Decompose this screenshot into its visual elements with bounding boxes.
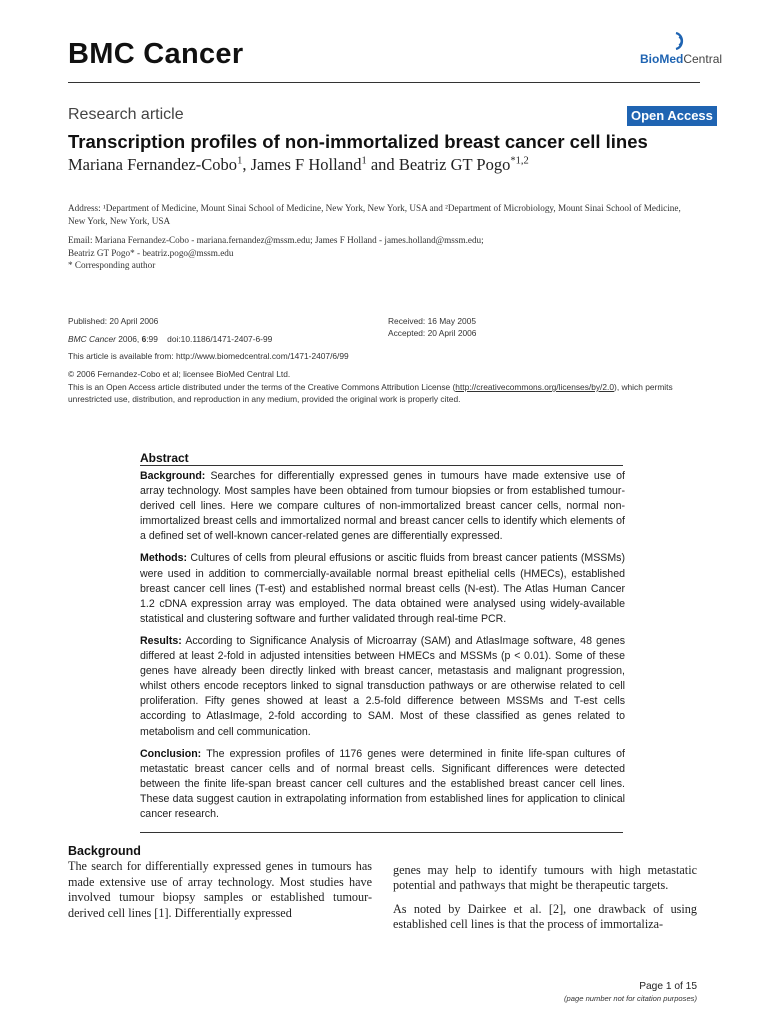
article-title: Transcription profiles of non-immortalized breast cancer cell lines bbox=[68, 131, 648, 152]
email-line: Beatriz GT Pogo* - beatriz.pogo@mssm.edu bbox=[68, 247, 234, 258]
author-affiliation: *1,2 bbox=[510, 155, 529, 167]
abstract-background bbox=[140, 469, 625, 544]
citation-line bbox=[68, 334, 272, 344]
header-divider bbox=[68, 82, 700, 83]
abstract-methods bbox=[140, 551, 625, 626]
accepted-date: Accepted: 20 April 2006 bbox=[388, 328, 477, 338]
license-pre: This is an Open Access article distributed under the terms of the Creative Commons Attribution License ( bbox=[68, 382, 456, 392]
abstract-bottom-rule bbox=[140, 832, 623, 833]
abstract-section-label: Results: bbox=[140, 634, 182, 647]
abstract-body bbox=[140, 469, 625, 829]
received-date: Received: 16 May 2005 bbox=[388, 316, 476, 326]
logo-biomed-text: BioMed bbox=[640, 52, 684, 66]
body-column-right bbox=[393, 863, 697, 933]
article-type: Research article bbox=[68, 106, 184, 123]
abstract-section-text: Cultures of cells from pleural effusions or ascitic fluids from breast cancer patients (MSSMs) were used in addition to commercially-available normal breast epithelial cells (HMECs), established breast cancer cell lines (T-est) and established normal breast cells (N-est). The Atlas Human Cancer 1.2 cDNA expression array was employed. The data obtained were analysed using widely-available statistical and clustering software and further validated through real-time PCR. bbox=[140, 552, 625, 625]
address-block: Address: ¹Department of Medicine, Mount Sinai School of Medicine, New York, New York, USA and ²Department of Microbiology, Mount Sinai School of Medicine, New York, New York, USA bbox=[68, 203, 681, 226]
citation-year: 2006, bbox=[115, 334, 142, 344]
abstract-section-text: Searches for differentially expressed genes in tumours have made extensive use of array technology. Most samples have been obtained from tumour biopsies or from established tumour-derived cell lines. Here we compare cultures of non-immortalized breast cancer cells, normal non-immortalized breast cells and immortalized normal and breast cancer cells to identify which elements of a defined set of well-known cancer-related genes are differentially expressed. bbox=[140, 470, 625, 543]
availability-url[interactable]: This article is available from: http://www.biomedcentral.com/1471-2407/6/99 bbox=[68, 351, 349, 361]
copyright-line: © 2006 Fernandez-Cobo et al; licensee BioMed Central Ltd. bbox=[68, 369, 291, 379]
abstract-section-label: Methods: bbox=[140, 552, 188, 565]
abstract-section-label: Conclusion: bbox=[140, 747, 202, 760]
biomed-central-logo bbox=[640, 30, 723, 70]
license-link[interactable]: http://creativecommons.org/licenses/by/2.0 bbox=[455, 382, 615, 392]
email-block bbox=[68, 234, 700, 259]
author-name: Beatriz GT Pogo bbox=[398, 155, 511, 174]
page-number: Page 1 of 15 bbox=[639, 981, 697, 992]
abstract-results bbox=[140, 634, 625, 740]
body-column-left bbox=[68, 844, 372, 921]
body-paragraph: The search for differentially expressed genes in tumours has made extensive use of array technology. Most studies have involved tumour biopsy samples or established tumour-derived cell lines [1]. Differentially expressed bbox=[68, 859, 372, 920]
abstract-conclusion bbox=[140, 747, 625, 822]
corresponding-author-note: * Corresponding author bbox=[68, 260, 156, 270]
author-name: James F Holland bbox=[250, 155, 362, 174]
abstract-section-text: According to Significance Analysis of Microarray (SAM) and AtlasImage software, 48 genes differed at least 2-fold in adjusted intensities between HMECs and MSSMs (p < 0.01). Some of these genes have already been directly linked with breast cancer, metastasis and malignant progression, whilst others encode receptors linked to signal transduction pathways or are otherwise related to cell proliferation. Fifty genes showed at least a 2.5-fold difference between MSSMs and T-est cells according to AtlasImage, 2-fold according to SAM. Most of these classified as genes related to metabolism and cell communication. bbox=[140, 634, 625, 738]
email-line: Email: Mariana Fernandez-Cobo - mariana.fernandez@mssm.edu; James F Holland - james.holland@mssm.edu; bbox=[68, 235, 484, 245]
journal-title: BMC Cancer bbox=[68, 38, 244, 70]
biomed-arc-icon bbox=[672, 32, 686, 50]
author-affiliation: 1 bbox=[237, 155, 243, 167]
abstract-heading: Abstract bbox=[140, 451, 189, 465]
author-separator: , bbox=[242, 155, 251, 174]
citation-journal: BMC Cancer bbox=[68, 334, 116, 344]
license-text bbox=[68, 382, 708, 405]
abstract-top-rule bbox=[140, 465, 623, 466]
body-paragraph: genes may help to identify tumours with high metastatic potential and pathways that might be therapeutic targets. bbox=[393, 863, 697, 893]
author-list bbox=[68, 155, 529, 175]
author-affiliation: 1 bbox=[361, 155, 367, 167]
open-access-badge: Open Access bbox=[627, 106, 717, 126]
logo-central-text: Central bbox=[683, 52, 723, 66]
author-separator: and bbox=[366, 155, 399, 174]
section-heading-background: Background bbox=[68, 844, 141, 858]
abstract-section-text: The expression profiles of 1176 genes were determined in finite life-span cultures of metastatic breast cancer cells and of normal breast cells. Significant differences were detected between the finite life-span breast cancer cell cultures and the established breast cancer cell lines. These data suggest caution in extrapolating information from established lines for application to clinical cancer research. bbox=[140, 747, 625, 820]
license-post: ), which permits unrestricted use, distribution, and reproduction in any medium, provided the original work is properly cited. bbox=[68, 382, 673, 404]
page-number-note: (page number not for citation purposes) bbox=[564, 994, 697, 1003]
author-name: Mariana Fernandez-Cobo bbox=[68, 155, 238, 174]
citation-doi: :99 doi:10.1186/1471-2407-6-99 bbox=[146, 334, 273, 344]
published-date: Published: 20 April 2006 bbox=[68, 316, 159, 326]
citation-volume: 6 bbox=[141, 334, 147, 344]
body-paragraph: As noted by Dairkee et al. [2], one drawback of using established cell lines is that the process of immortaliza- bbox=[393, 901, 697, 932]
abstract-section-label: Background: bbox=[140, 470, 206, 482]
